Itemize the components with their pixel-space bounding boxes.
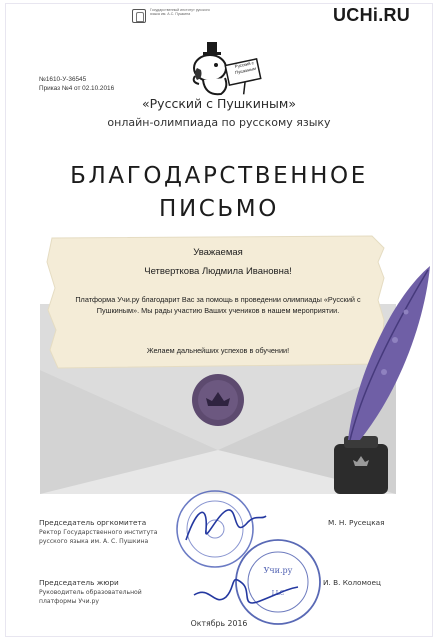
committee-chair-role: Председатель оргкомитета [39, 518, 147, 527]
order-reference: Приказ №4 от 02.10.2016 [39, 84, 115, 92]
letter-body: Платформа Учи.ру благодарит Вас за помощь в проведении олимпиады «Русский с Пушкиным». Мы рады участию Ваших учеников в нашем мероприятии. [75, 295, 361, 315]
jury-chair-name: И. В. Коломоец [323, 578, 381, 587]
letter-wish: Желаем дальнейших успехов в обучении! [146, 346, 290, 355]
certificate-title-line1: БЛАГОДАРСТВЕННОЕ [70, 163, 368, 189]
institute-caption: Государственный институт русского языка им. А.С. Пушкина [150, 8, 210, 17]
stamp-subtext: LLC [271, 590, 285, 597]
mascot-sign-text: Русский с Пушкиным [234, 60, 257, 76]
uchi-ru-logo: UCHi.RU [333, 5, 411, 25]
document-meta [39, 76, 114, 93]
committee-chair-description: Ректор Государственного института русского языка им. А. С. Пушкина [39, 529, 158, 545]
stamp-text: Учи.ру [263, 566, 293, 575]
certificate-title [0, 160, 438, 226]
olympiad-subtitle: онлайн-олимпиада по русскому языку [107, 116, 331, 129]
letter-greeting: Уважаемая [193, 247, 243, 258]
letter-recipient: Четверткова Людмила Ивановна! [144, 266, 292, 277]
jury-chair-description: Руководитель образовательной платформы Учи.ру [39, 589, 142, 605]
olympiad-title: «Русский с Пушкиным» [142, 96, 296, 111]
document-number: №1610-У-36545 [39, 76, 87, 83]
issue-date: Октябрь 2016 [190, 619, 248, 628]
jury-signature-icon [190, 565, 300, 615]
institute-logo-icon [132, 9, 146, 23]
certificate-title-line2: ПИСЬМО [159, 196, 279, 222]
committee-chair-name: М. Н. Русецкая [328, 518, 385, 527]
jury-chair-role: Председатель жюри [39, 578, 119, 587]
